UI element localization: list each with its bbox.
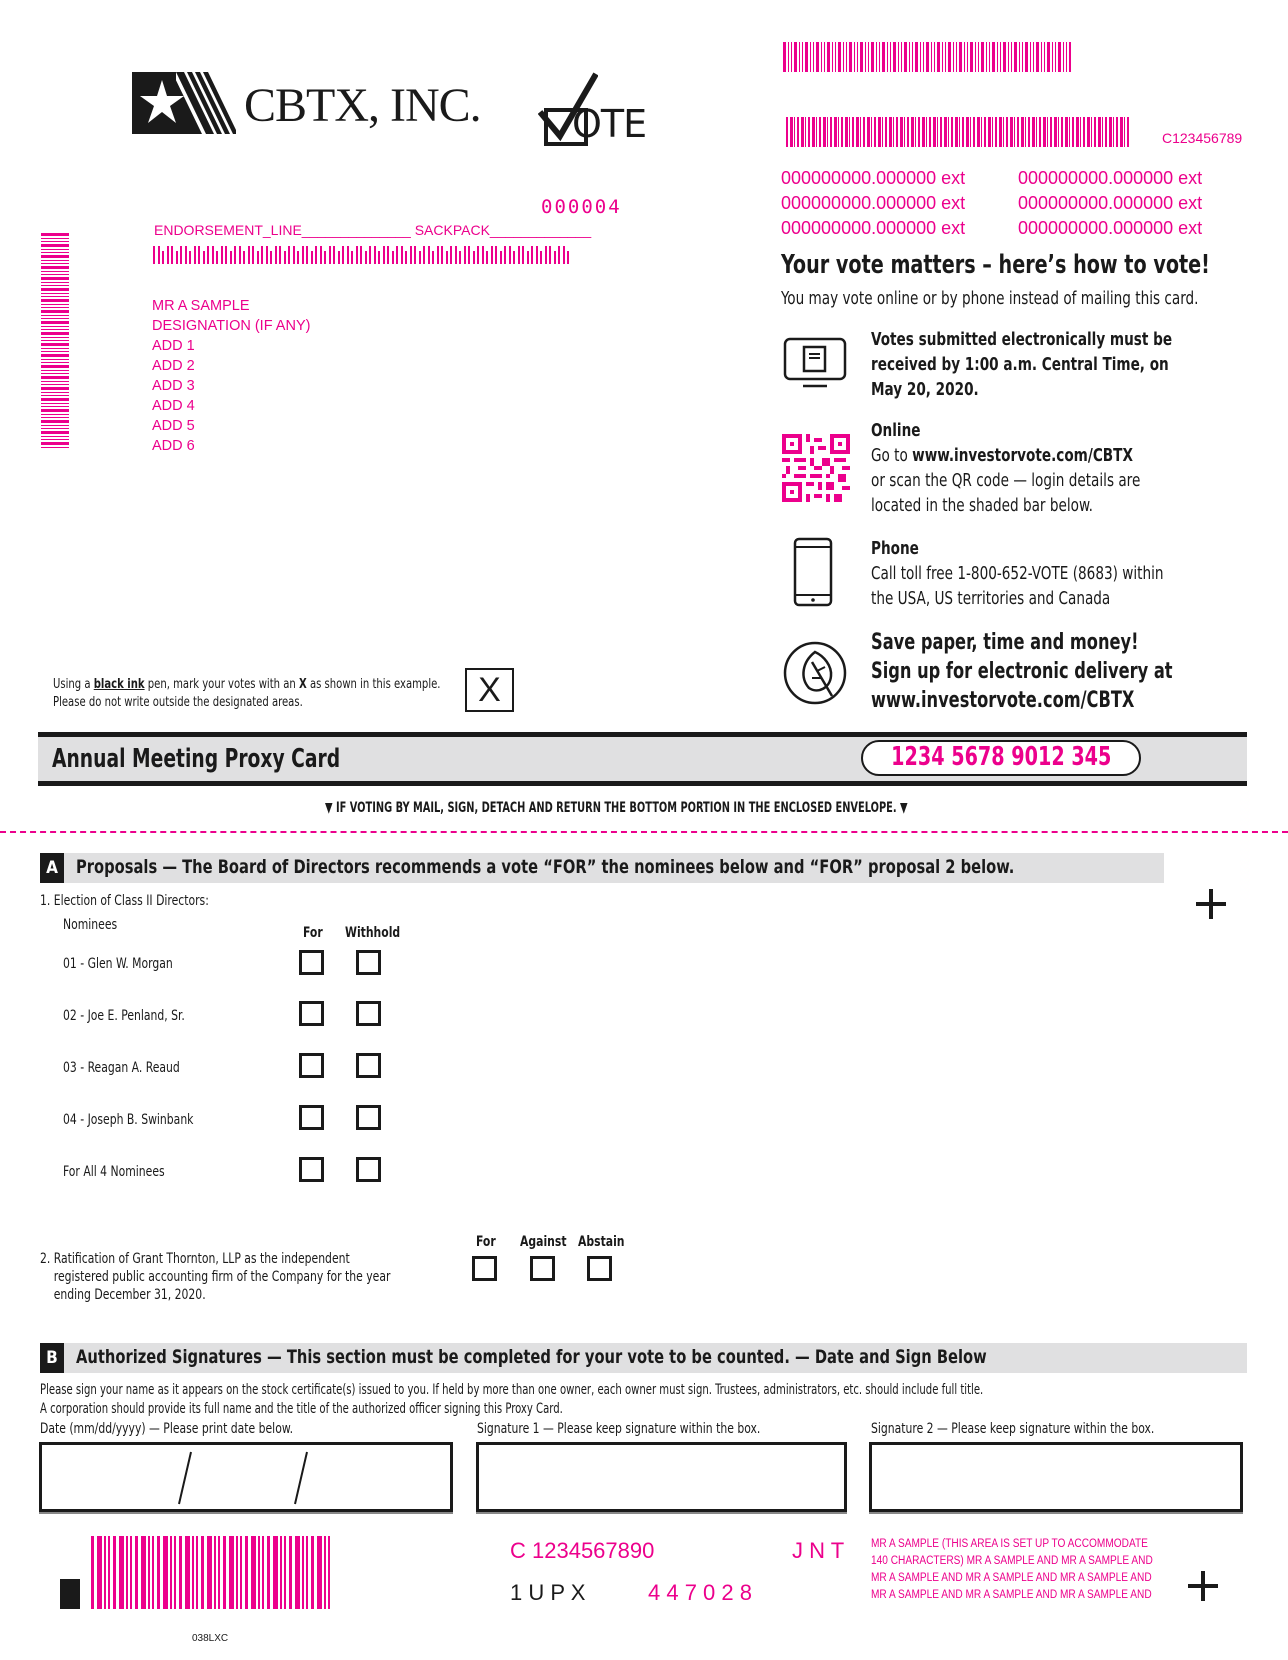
all-nominees-for-checkbox[interactable] (299, 1157, 324, 1182)
proposal-2-abstain-checkbox[interactable] (587, 1256, 612, 1281)
endorsement-line: ENDORSEMENT_LINE______________ SACKPACK_____________ (154, 222, 592, 238)
address-line: ADD 6 (152, 438, 195, 454)
monitor-icon (783, 337, 847, 389)
detach-instructions: ▼ IF VOTING BY MAIL, SIGN, DETACH AND RETURN THE BOTTOM PORTION IN THE ENCLOSED ENVELOPE. ▼ (325, 800, 908, 816)
mailing-address (152, 296, 310, 456)
proposal-2-text: 2. Ratification of Grant Thornton, LLP as the independent registered public accounting firm of the Company for the year ending December 31, 2020. (40, 1251, 391, 1303)
p2-col-abstain-label: Abstain (578, 1234, 625, 1250)
registration-cross-icon (1196, 889, 1226, 919)
vertical-barcode (41, 233, 69, 449)
registration-square (60, 1579, 80, 1609)
control-number: 1234 5678 9012 345 (890, 742, 1112, 772)
footer-1upx-code: 1 U P X (510, 1580, 586, 1605)
signature-instructions: Please sign your name as it appears on the stock certificate(s) issued to you. If held by more than one owner, each owner must sign. Trustees, administrators, etc. should include full title. A corporation should provide its full name and the title of the authorized officer signing this Proxy Card. (40, 1382, 984, 1417)
footer-barcode-2 (91, 1536, 333, 1609)
control-code-small: C123456789 (1162, 130, 1243, 146)
investorvote-link[interactable]: www.investorvote.com/CBTX (912, 445, 1133, 466)
section-a-header (40, 853, 1164, 883)
col-withhold-label: Withhold (345, 925, 401, 941)
address-line: ADD 1 (152, 338, 195, 354)
nominee-name: 03 - Reagan A. Reaud (63, 1060, 180, 1076)
date-label: Date (mm/dd/yyyy) — Please print date below. (40, 1421, 294, 1437)
online-title: Online (871, 420, 921, 441)
p2-col-for-label: For (476, 1234, 496, 1250)
voting-subhead: You may vote online or by phone instead of mailing this card. (781, 288, 1199, 309)
nominee-name: 02 - Joe E. Penland, Sr. (63, 1008, 185, 1024)
footer-c-code: C 1234567890 (510, 1538, 655, 1563)
voting-headline: Your vote matters – here’s how to vote! (781, 250, 1210, 280)
phone-title: Phone (871, 538, 919, 559)
signature-1-box[interactable] (476, 1442, 847, 1512)
date-separator-icon (39, 1442, 453, 1512)
nominees-label: Nominees (63, 917, 118, 933)
proposal-2-against-checkbox[interactable] (530, 1256, 555, 1281)
section-b-title: Authorized Signatures — This section must be completed for your vote to be counted. — Date and Sign Below (76, 1346, 987, 1368)
vote-logo-text: OTE (572, 102, 647, 146)
ext-line: 000000000.000000 ext (1018, 218, 1203, 238)
proposal-1-title: 1. Election of Class II Directors: (40, 893, 209, 909)
registration-cross-icon (1188, 1571, 1218, 1601)
ext-line: 000000000.000000 ext (781, 193, 966, 213)
ext-line: 000000000.000000 ext (1018, 168, 1203, 188)
nominee-4-for-checkbox[interactable] (299, 1105, 324, 1130)
col-for-label: For (303, 925, 323, 941)
nominee-1-for-checkbox[interactable] (299, 950, 324, 975)
edelivery-link[interactable]: www.investorvote.com/CBTX (871, 688, 1135, 713)
address-line: ADD 3 (152, 378, 195, 394)
footer-numeric-code: 4 4 7 0 2 8 (648, 1580, 752, 1605)
section-b-letter: B (40, 1343, 64, 1373)
barcode-top-1 (783, 42, 1071, 72)
signature-2-label: Signature 2 — Please keep signature within the box. (871, 1421, 1155, 1437)
nominee-3-for-checkbox[interactable] (299, 1053, 324, 1078)
phone-icon (793, 537, 833, 607)
section-b-header (40, 1343, 1247, 1373)
footer-jnt-code: J N T (792, 1538, 845, 1563)
company-name: CBTX, INC. (244, 79, 481, 132)
marking-instructions: Using a black ink pen, mark your votes with an X as shown in this example. Please do not write outside the designated areas. (53, 677, 441, 710)
address-line: DESIGNATION (IF ANY) (152, 318, 311, 334)
barcode-top-2 (786, 117, 1129, 147)
example-mark-box (465, 668, 514, 712)
deadline-text: Votes submitted electronically must be received by 1:00 a.m. Central Time, on May 20, 2020. (871, 329, 1173, 400)
address-line: MR A SAMPLE (152, 298, 250, 314)
vote-logo (538, 72, 658, 148)
nominee-4-withhold-checkbox[interactable] (356, 1105, 381, 1130)
proposal-2-for-checkbox[interactable] (472, 1256, 497, 1281)
example-x-mark: X (478, 671, 501, 709)
ext-line: 000000000.000000 ext (781, 168, 966, 188)
nominee-2-withhold-checkbox[interactable] (356, 1001, 381, 1026)
address-line: ADD 4 (152, 398, 195, 414)
control-number-pill (861, 740, 1141, 776)
nominee-2-for-checkbox[interactable] (299, 1001, 324, 1026)
p2-col-against-label: Against (520, 1234, 567, 1250)
online-voting-text: Online Go to www.investorvote.com/CBTX or scan the QR code — login details are located in the shaded bar below. (871, 420, 1141, 516)
sequence-number: 000004 (541, 196, 622, 218)
signature-2-box[interactable] (869, 1442, 1243, 1512)
form-id: 038LXC (192, 1633, 229, 1644)
postal-barcode-short-mask (153, 246, 571, 251)
phone-voting-text: Phone Call toll free 1-800-652-VOTE (8683) within the USA, US territories and Canada (871, 538, 1164, 609)
sample-name-block: MR A SAMPLE (THIS AREA IS SET UP TO ACCOMMODATE 140 CHARACTERS) MR A SAMPLE AND MR A SAMPLE AND MR A SAMPLE AND MR A SAMPLE AND MR A SAMPLE AND MR A SAMPLE AND MR A SAMPLE AND MR A SAMPLE AND (871, 1538, 1153, 1601)
section-a-letter: A (40, 853, 64, 883)
leaf-icon (782, 640, 848, 706)
signature-1-label: Signature 1 — Please keep signature within the box. (477, 1421, 761, 1437)
star-stripes-logo-icon (132, 72, 236, 134)
section-a-title: Proposals — The Board of Directors recommends a vote “FOR” the nominees below and “FOR” proposal 2 below. (76, 856, 1015, 878)
date-input-box[interactable] (39, 1442, 453, 1512)
proxy-card-banner (38, 732, 1247, 786)
ext-grid (781, 166, 1221, 241)
nominee-3-withhold-checkbox[interactable] (356, 1053, 381, 1078)
ext-line: 000000000.000000 ext (1018, 193, 1203, 213)
all-nominees-withhold-checkbox[interactable] (356, 1157, 381, 1182)
address-line: ADD 2 (152, 358, 195, 374)
qr-code-icon[interactable] (782, 434, 850, 502)
nominee-name: For All 4 Nominees (63, 1164, 165, 1180)
address-line: ADD 5 (152, 418, 195, 434)
company-logo (132, 72, 512, 134)
detach-perforation-line[interactable] (0, 831, 1288, 833)
nominee-1-withhold-checkbox[interactable] (356, 950, 381, 975)
nominee-name: 01 - Glen W. Morgan (63, 956, 173, 972)
nominee-name: 04 - Joseph B. Swinbank (63, 1112, 194, 1128)
edelivery-text: Save paper, time and money! Sign up for electronic delivery at www.investorvote.com/CBTX (871, 630, 1173, 713)
ext-line: 000000000.000000 ext (781, 218, 966, 238)
banner-title: Annual Meeting Proxy Card (52, 744, 341, 774)
